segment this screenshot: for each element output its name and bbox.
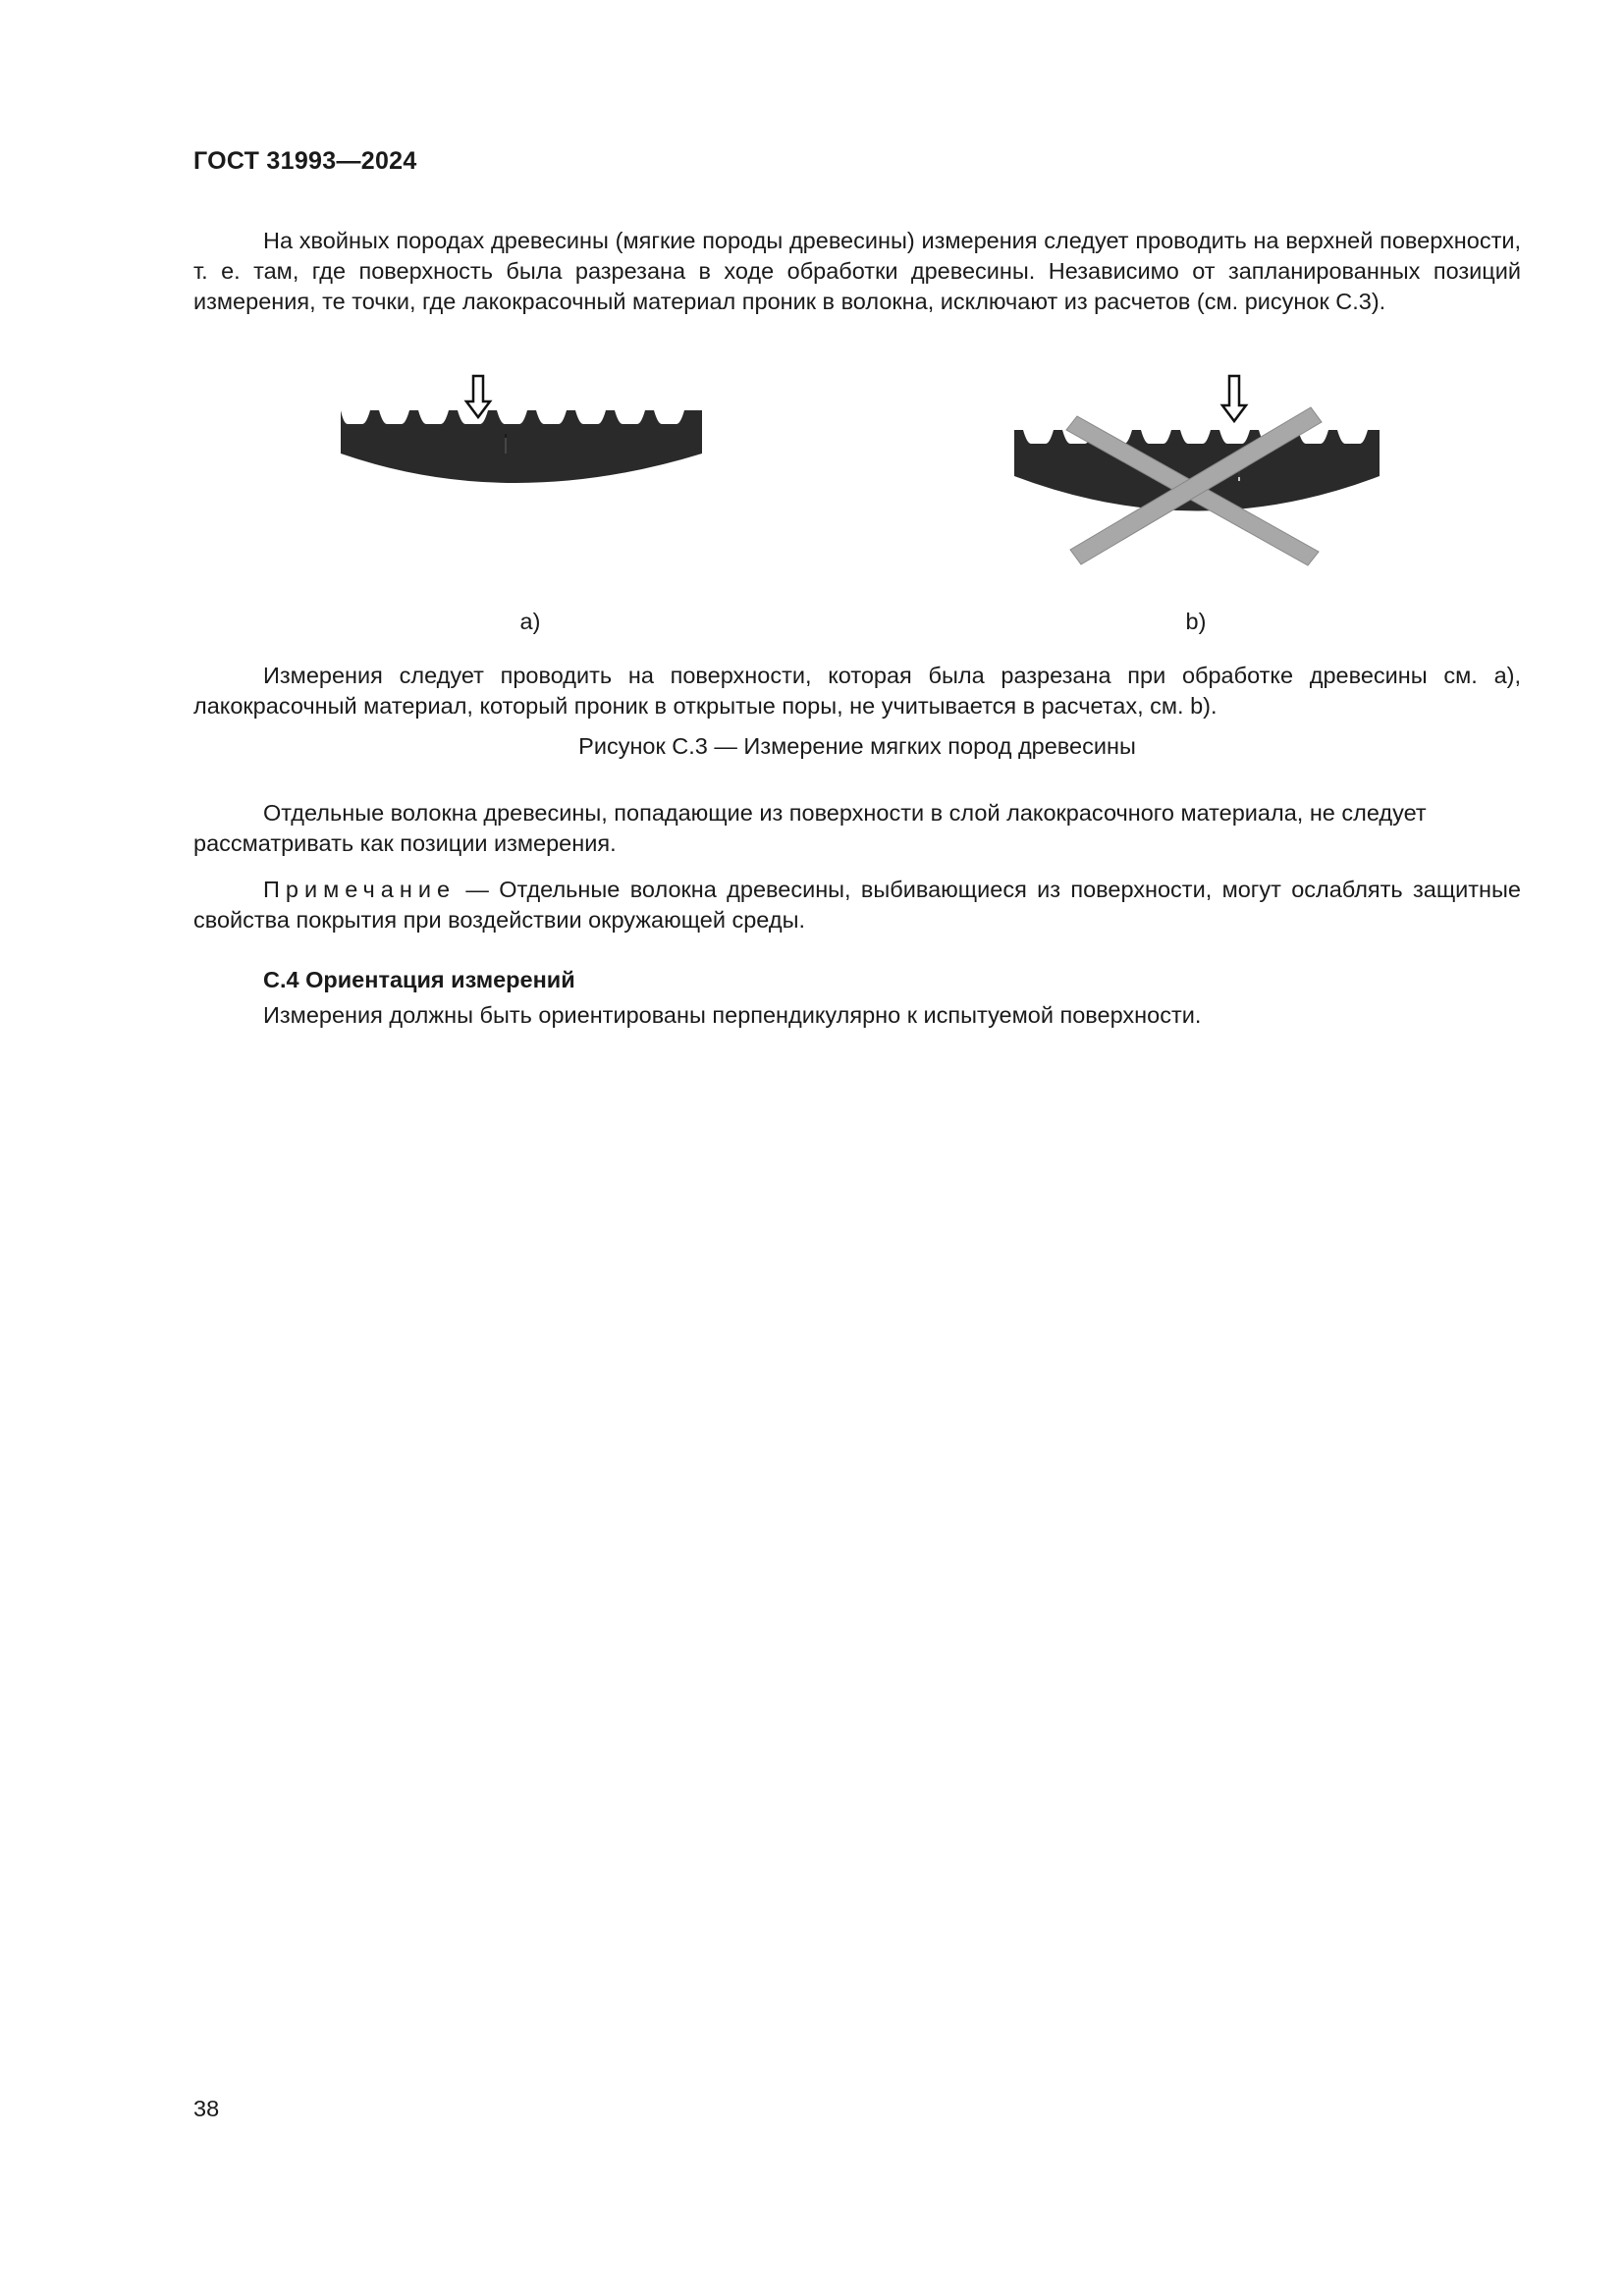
- page-number: 38: [193, 2096, 220, 2121]
- arrow-down-icon: [1222, 376, 1246, 421]
- fibers-paragraph: Отдельные волокна древесины, попадающие из поверхности в слой лакокрасочного материала, не следует рассматривать как позиции измерения.: [193, 800, 1427, 856]
- section-text: Измерения должны быть ориентированы перпендикулярно к испытуемой поверхности.: [263, 1002, 1202, 1028]
- figure-label-b: b): [1185, 609, 1207, 634]
- intro-paragraph: На хвойных породах древесины (мягкие породы древесины) измерения следует проводить на верхней поверхности, т. е. там, где поверхность была разрезана в ходе обработки древесины. Независимо от запланированных позиций измерения, те точки, где лакокрасочный материал проник в волокна, исключают из расчетов (см. рисунок С.3).: [193, 228, 1521, 314]
- note-paragraph: [193, 875, 1521, 935]
- note-text: — Отдельные волокна древесины, выбивающиеся из поверхности, могут ослаблять защитные свойства покрытия при воздействии окружающей среды.: [193, 877, 1521, 933]
- figure-b-incorrect-measurement: [1014, 376, 1380, 565]
- figure-a-correct-measurement: [341, 376, 702, 483]
- figure-label-a: a): [519, 609, 541, 634]
- arrow-down-icon: [466, 376, 490, 417]
- standard-header: ГОСТ 31993—2024: [193, 147, 417, 175]
- wood-profile-a: [341, 410, 702, 483]
- figure-explanation: Измерения следует проводить на поверхности, которая была разрезана при обработке древесины см. a), лакокрасочный материал, который проник в открытые поры, не учитывается в расчетах, см. b).: [193, 663, 1521, 719]
- note-label: Примечание: [263, 877, 457, 902]
- section-heading: С.4 Ориентация измерений: [263, 967, 575, 992]
- figure-c3: [0, 363, 1624, 599]
- figure-caption: Рисунок С.3 — Измерение мягких пород древесины: [578, 733, 1136, 759]
